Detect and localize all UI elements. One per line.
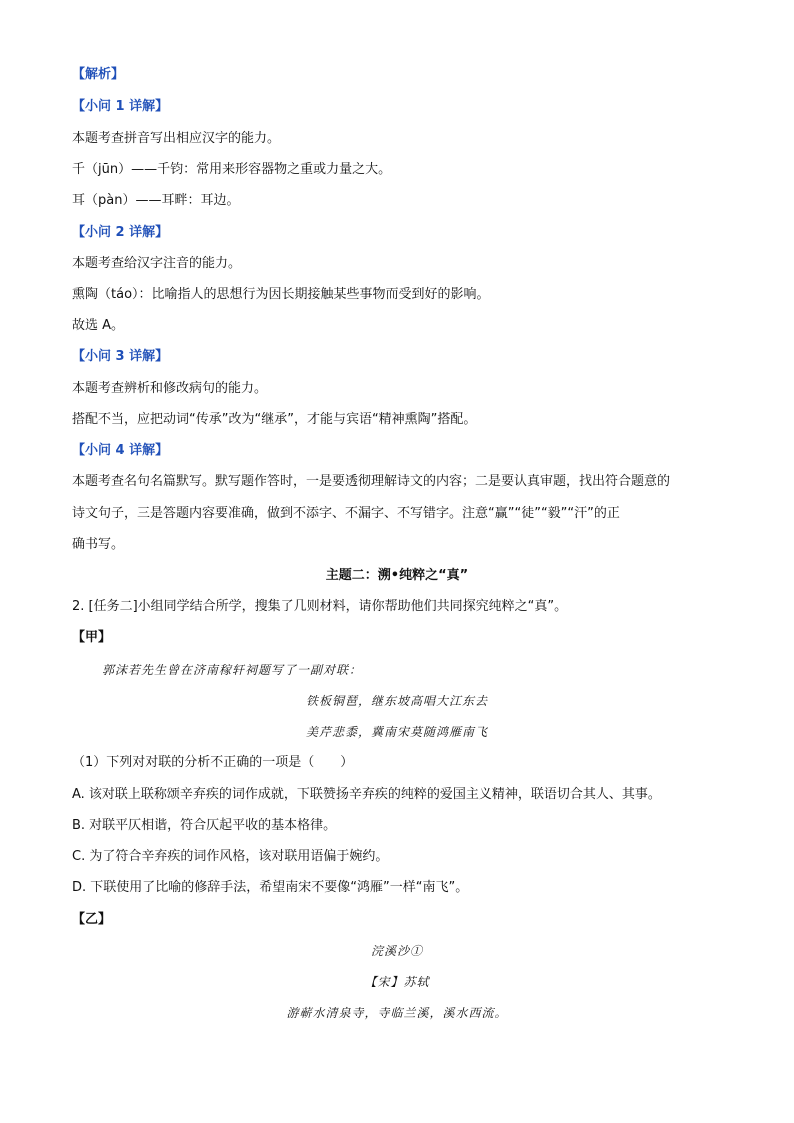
q1-line-1: 本题考查拼音写出相应汉字的能力。 <box>72 131 281 146</box>
jia-text: 郭沫若先生曾在济南稼轩祠题写了一副对联： <box>102 663 363 677</box>
q4-title: 【小问 4 详解】 <box>72 443 169 458</box>
q4-line-2: 诗文句子，三是答题内容要准确，做到不添字、不漏字、不写错字。注意“赢”“徒”“毅”“汗”的正 <box>72 506 620 521</box>
q2-line-1: 本题考查给汉字注音的能力。 <box>72 256 242 271</box>
poem-author: 【宋】苏轼 <box>364 975 430 989</box>
option-a: A. 该对联上联称颂辛弃疾的词作成就，下联赞扬辛弃疾的纯粹的爱国主义精神，联语切合其人、其事。 <box>72 787 661 802</box>
q1-line-2: 千（jūn）——千钧：常用来形容器物之重或力量之大。 <box>72 162 392 177</box>
q2-line-2: 熏陶（táo）：比喻指人的思想行为因长期接触某些事物而受到好的影响。 <box>72 287 490 302</box>
question-1: （1）下列对对联的分析不正确的一项是（ ） <box>72 755 354 770</box>
jia-label: 【甲】 <box>72 630 112 645</box>
option-c: C. 为了符合辛弃疾的词作风格，该对联用语偏于婉约。 <box>72 849 389 864</box>
yi-label: 【乙】 <box>72 912 112 927</box>
q2-title: 【小问 2 详解】 <box>72 225 169 240</box>
q4-line-1: 本题考查名句名篇默写。默写题作答时，一是要透彻理解诗文的内容；二是要认真审题，找出符合题意的 <box>72 474 671 489</box>
theme-title: 主题二：溯•纯粹之“真” <box>325 568 469 583</box>
q3-line-2: 搭配不当，应把动词“传承”改为“继承”，才能与宾语“精神熏陶”搭配。 <box>72 412 477 427</box>
option-d: D. 下联使用了比喻的修辞手法，希望南宋不要像“鸿雁”一样“南飞”。 <box>72 880 469 895</box>
q3-line-1: 本题考查辨析和修改病句的能力。 <box>72 381 268 396</box>
poem-title: 浣溪沙① <box>370 944 423 958</box>
q4-line-3: 确书写。 <box>72 537 125 552</box>
q1-line-3: 耳（pàn）——耳畔：耳边。 <box>72 193 240 208</box>
option-b: B. 对联平仄相谐，符合仄起平收的基本格律。 <box>72 818 337 833</box>
couplet-upper: 铁板铜琶，继东坡高唱大江东去 <box>305 694 488 708</box>
q1-title: 【小问 1 详解】 <box>72 99 169 114</box>
q2-line-3: 故选 A。 <box>72 318 125 333</box>
analysis-header: 【解析】 <box>72 67 125 82</box>
poem-line: 游蕲水清泉寺，寺临兰溪，溪水西流。 <box>286 1006 508 1020</box>
task-intro: 2. [任务二]小组同学结合所学，搜集了几则材料，请你帮助他们共同探究纯粹之“真”。 <box>72 599 568 614</box>
couplet-lower: 美芹悲黍，冀南宋莫随鸿雁南飞 <box>305 725 488 739</box>
q3-title: 【小问 3 详解】 <box>72 349 169 364</box>
